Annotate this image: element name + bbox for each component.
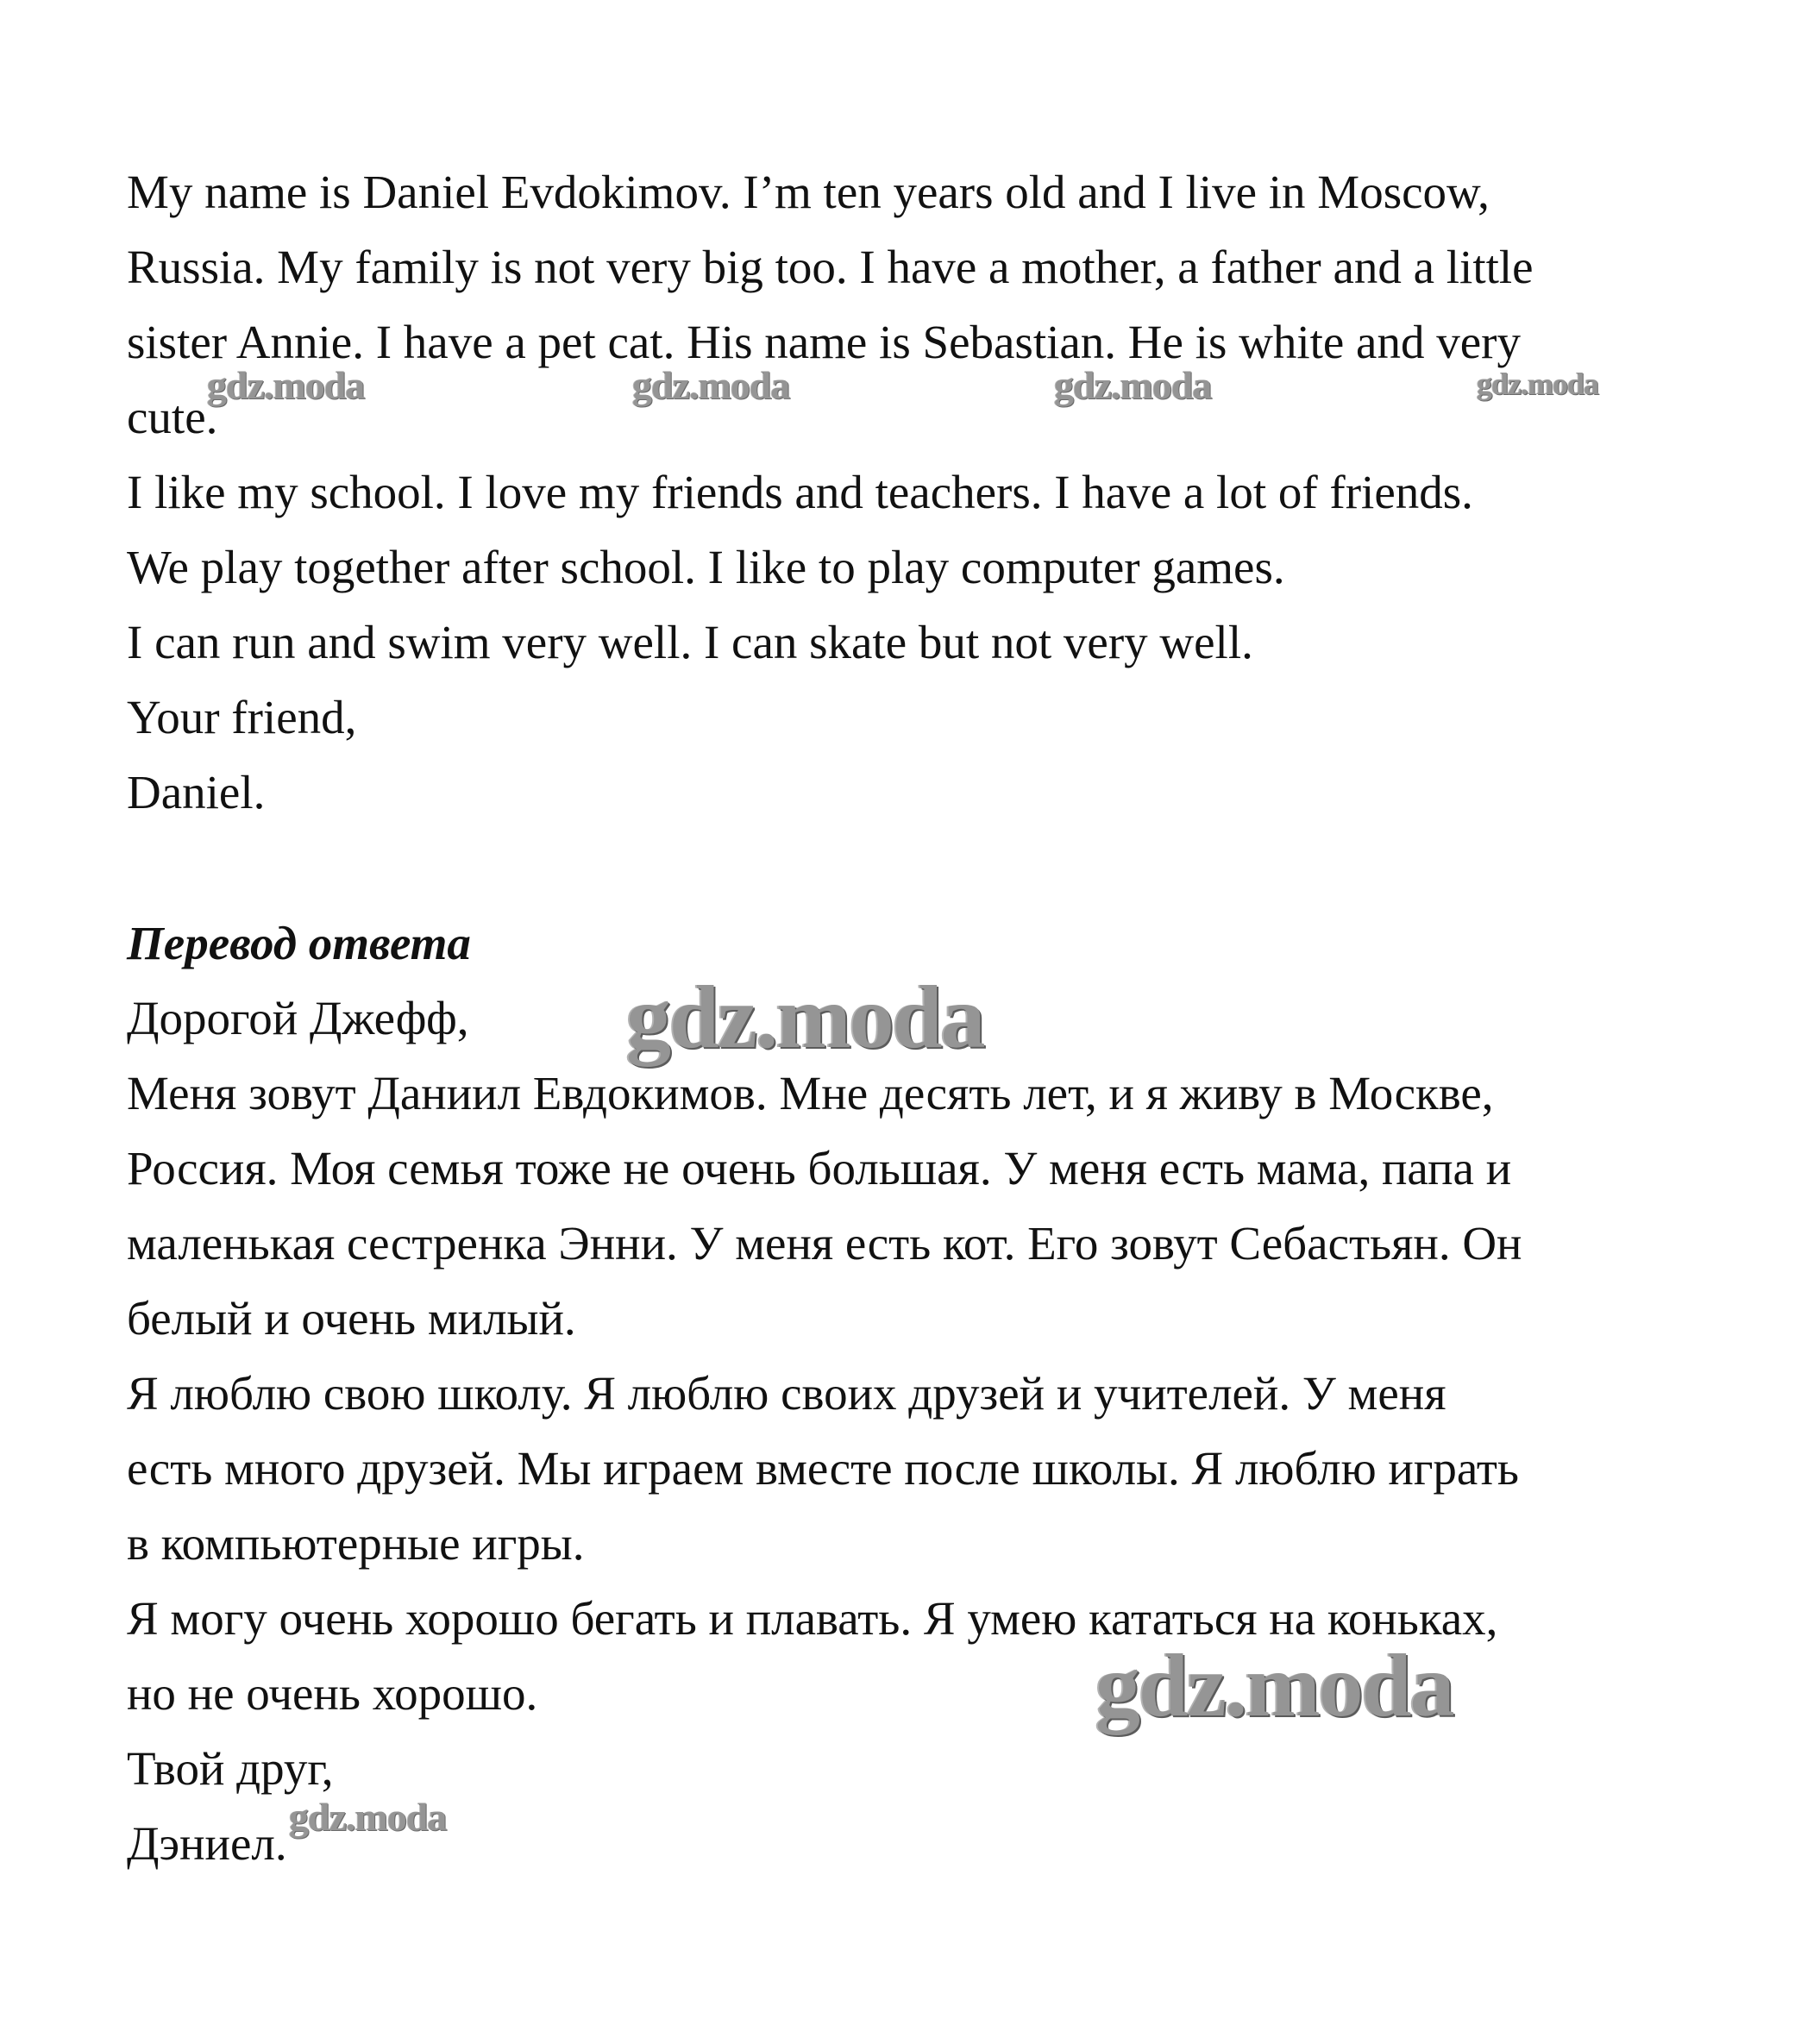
watermark: gdz.moda (1095, 1636, 1453, 1735)
translation-line: но не очень хорошо. (127, 1667, 538, 1720)
english-line: I like my school. I love my friends and teachers. I have a lot of friends. (127, 466, 1473, 518)
english-line: cute. (127, 391, 218, 443)
translation-line: Меня зовут Даниил Евдокимов. Мне десять лет, и я живу в Москве, (127, 1067, 1494, 1119)
translation-line: Я люблю свою школу. Я люблю своих друзей и учителей. У меня (127, 1367, 1446, 1420)
english-line: My name is Daniel Evdokimov. I’m ten years old and I live in Moscow, (127, 166, 1490, 218)
translation-line: в компьютерные игры. (127, 1517, 585, 1570)
english-line: I can run and swim very well. I can skate but not very well. (127, 616, 1253, 668)
watermark: gdz.moda (207, 363, 365, 407)
translation-heading: Перевод ответа (127, 917, 471, 969)
english-line: sister Annie. I have a pet cat. His name is Sebastian. He is white and very (127, 316, 1521, 368)
translation-line: Россия. Моя семья тоже не очень большая. У меня есть мама, папа и (127, 1142, 1512, 1194)
translation-line: Дорогой Джефф, (127, 992, 469, 1044)
translation-line: Я могу очень хорошо бегать и плавать. Я умею кататься на коньках, (127, 1592, 1498, 1645)
translation-line: есть много друзей. Мы играем вместе после школы. Я люблю играть (127, 1442, 1520, 1495)
translation-line: Твой друг, (127, 1742, 334, 1795)
watermark: gdz.moda (626, 968, 984, 1067)
english-line: Russia. My family is not very big too. I have a mother, a father and a little (127, 241, 1534, 293)
english-line: Your friend, (127, 691, 357, 743)
watermark: gdz.moda (289, 1795, 447, 1839)
translation-line: маленькая сестренка Энни. У меня есть кот. Его зовут Себастьян. Он (127, 1217, 1522, 1270)
english-line: Daniel. (127, 766, 266, 818)
watermark: gdz.moda (1054, 363, 1212, 407)
watermark: gdz.moda (1477, 367, 1599, 401)
translation-line: Дэниел. (127, 1817, 287, 1870)
english-line: We play together after school. I like to play computer games. (127, 541, 1285, 593)
watermark: gdz.moda (632, 363, 790, 407)
translation-line: белый и очень милый. (127, 1292, 576, 1345)
